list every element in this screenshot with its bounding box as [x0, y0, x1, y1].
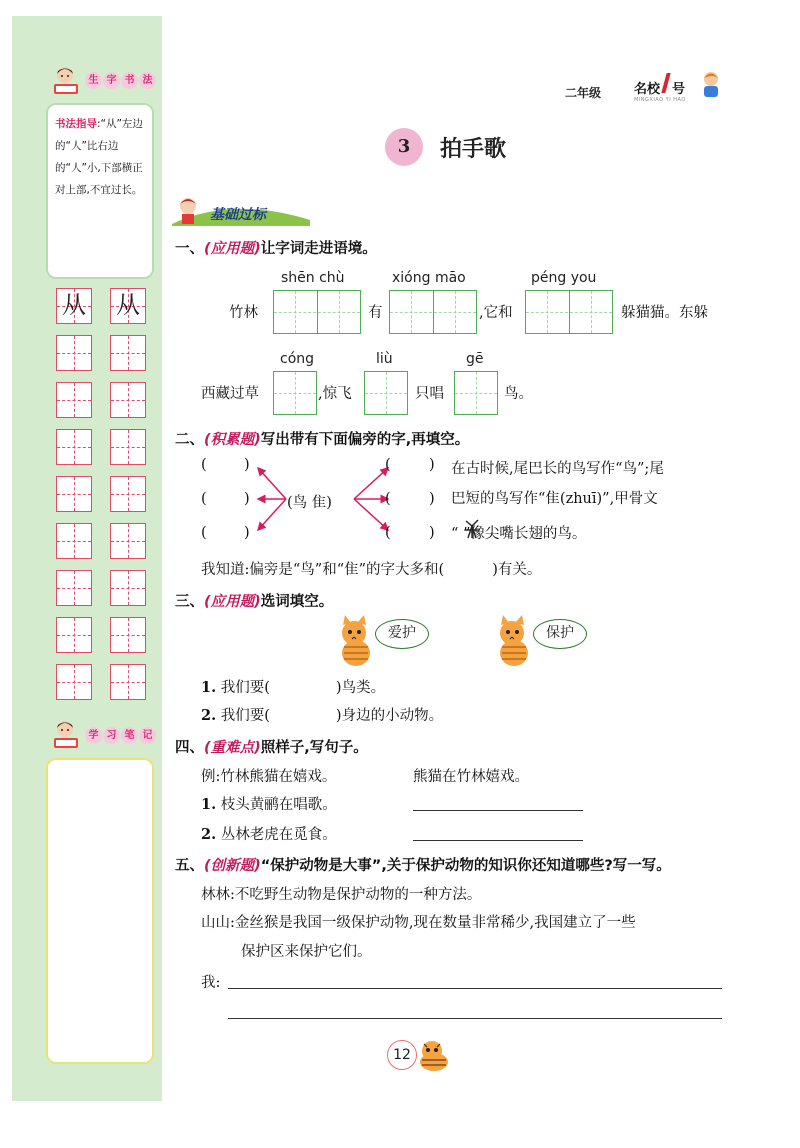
practice-cell[interactable] [56, 429, 92, 465]
blank[interactable] [212, 526, 242, 544]
notes-area[interactable] [46, 758, 154, 1064]
paren-open: ( [201, 491, 207, 507]
tip-label: 书法指导 [55, 118, 97, 130]
paren-close: ) [429, 525, 435, 541]
shanshan-text: 保护区来保护它们。 [241, 944, 372, 960]
calligraphy-title-char: 字 [103, 72, 120, 89]
blank[interactable] [212, 492, 242, 510]
q1-instruction: 让字词走进语境。 [260, 241, 377, 257]
item-text: 丛林老虎在觅食。 [220, 827, 337, 843]
item-number: 1. [201, 796, 217, 813]
sentence-text: ,它和 [479, 305, 513, 321]
sentence-text: 躲猫猫。东躲 [621, 305, 708, 321]
grade-label: 二年级 [565, 86, 602, 100]
q2-tag: (积累题) [204, 432, 261, 448]
practice-grid [56, 288, 150, 708]
calligraphy-title [85, 72, 156, 89]
q3-instruction: 选词填空。 [260, 594, 334, 610]
notes-title-char: 笔 [121, 727, 138, 744]
blank[interactable] [396, 492, 426, 510]
paren-close: ) [244, 457, 250, 473]
note-text: “ ”像尖嘴长翅的鸟。 [451, 526, 587, 542]
pinyin: cóng [280, 351, 315, 367]
example-rewritten: 熊猫在竹林嬉戏。 [413, 769, 529, 785]
answer-line[interactable] [413, 840, 583, 841]
calligraphy-title-char: 法 [139, 72, 156, 89]
note-text: 巴短的鸟写作“隹(zhuī)”,甲骨文 [451, 491, 658, 507]
q2-conclusion [201, 558, 541, 579]
example-original: 例:竹林熊猫在嬉戏。 [201, 769, 337, 785]
q5-heading [175, 854, 671, 875]
answer-box-1[interactable] [454, 371, 498, 415]
paren-close: ) [244, 525, 250, 541]
item-number: 2. [201, 826, 217, 843]
q2-instruction: 写出带有下面偏旁的字,再填空。 [260, 432, 470, 448]
q3-item [201, 676, 385, 697]
blank[interactable] [396, 526, 426, 544]
q4-number: 四、 [175, 740, 204, 756]
q5-instruction: “保护动物是大事”,关于保护动物的知识你还知道哪些?写一写。 [260, 858, 671, 874]
cat-icon [492, 615, 538, 667]
pinyin: péng you [531, 270, 597, 286]
q4-item [201, 793, 337, 814]
practice-cell[interactable] [56, 382, 92, 418]
conclusion-text: 我知道:偏旁是“鸟”和“隹”的字大多和( [201, 562, 445, 578]
conclusion-text: )有关。 [492, 562, 542, 578]
pinyin: gē [466, 351, 484, 367]
sentence-text: 只唱 [415, 386, 444, 402]
practice-cell[interactable] [110, 382, 146, 418]
q3-item [201, 704, 443, 725]
section-banner: 基础过标 [210, 207, 266, 223]
answer-box-2[interactable] [389, 290, 477, 334]
q5-tag: (创新题) [204, 858, 261, 874]
sentence-text: 竹林 [229, 305, 258, 321]
q3-heading [175, 590, 333, 611]
blank[interactable] [396, 458, 426, 476]
practice-cell[interactable] [110, 335, 146, 371]
practice-cell[interactable] [110, 617, 146, 653]
lesson-title: 拍手歌 [440, 136, 507, 162]
cat-icon [334, 615, 380, 667]
practice-cell[interactable] [110, 476, 146, 512]
q1-tag: (应用题) [204, 241, 261, 257]
page-number: 12 [387, 1040, 417, 1070]
lesson-number: 3 [385, 128, 423, 166]
paren-close: ) [429, 457, 435, 473]
shanshan-text: 山山:金丝猴是我国一级保护动物,现在数量非常稀少,我国建立了一些 [201, 915, 636, 931]
word-option-aihu: 爱护 [375, 619, 429, 649]
notes-title [85, 727, 156, 744]
q5-number: 五、 [175, 858, 204, 874]
practice-cell[interactable] [56, 288, 92, 324]
tip-text: :“从”左边的“人”比右边的“人”小,下部横正对上部,不宜过长。 [55, 118, 143, 196]
item-text: 枝头黄鹂在唱歌。 [220, 797, 337, 813]
word-option-baohu: 保护 [533, 619, 587, 649]
paren-open: ( [201, 457, 207, 473]
practice-cell[interactable] [56, 523, 92, 559]
practice-cell[interactable] [110, 429, 146, 465]
calligraphy-title-char: 书 [121, 72, 138, 89]
radicals-center: (鸟 隹) [287, 495, 332, 511]
practice-cell[interactable] [110, 570, 146, 606]
q1-heading [175, 237, 377, 258]
practice-cell[interactable] [56, 335, 92, 371]
reading-kid-icon [50, 64, 84, 98]
note-text: 在古时候,尾巴长的鸟写作“鸟”;尾 [451, 461, 664, 477]
pinyin: shēn chù [281, 270, 345, 286]
answer-line[interactable] [228, 988, 722, 989]
notes-title-char: 学 [85, 727, 102, 744]
practice-cell[interactable] [110, 523, 146, 559]
q4-instruction: 照样子,写句子。 [260, 740, 368, 756]
q3-number: 三、 [175, 594, 204, 610]
answer-box-1[interactable] [364, 371, 408, 415]
tiger-mascot-icon [416, 1038, 452, 1072]
answer-line[interactable] [413, 810, 583, 811]
paren-open: ( [385, 491, 391, 507]
practice-cell[interactable] [56, 664, 92, 700]
notes-title-char: 习 [103, 727, 120, 744]
q1-number: 一、 [175, 241, 204, 257]
sentence-text: 西藏过草 [201, 386, 259, 402]
sentence-text: ,惊飞 [318, 386, 352, 402]
paren-open: ( [385, 457, 391, 473]
answer-box-2[interactable] [273, 290, 361, 334]
blank[interactable] [212, 458, 242, 476]
item-number: 2. [201, 707, 217, 724]
brand-text: 名校 [634, 82, 661, 97]
paren-close: ) [244, 491, 250, 507]
item-number: 1. [201, 679, 217, 696]
q4-tag: (重难点) [204, 740, 261, 756]
item-text: )身边的小动物。 [335, 708, 444, 724]
item-text: 我们要( [220, 680, 270, 696]
q3-tag: (应用题) [204, 594, 261, 610]
sentence-text: 有 [368, 305, 383, 321]
pinyin: xióng māo [392, 270, 466, 286]
item-text: )鸟类。 [335, 680, 386, 696]
reading-kid-icon [50, 718, 84, 752]
brand-text: 号 [672, 82, 686, 97]
brand-subtitle: MINGXIAO YI HAO [634, 97, 686, 103]
q4-item [201, 823, 337, 844]
q2-number: 二、 [175, 432, 204, 448]
linlin-text: 林林:不吃野生动物是保护动物的一种方法。 [201, 887, 482, 903]
practice-cell[interactable] [56, 570, 92, 606]
q4-heading [175, 736, 368, 757]
model-char: 从 [116, 291, 140, 319]
q2-heading [175, 428, 469, 449]
answer-line[interactable] [228, 1018, 722, 1019]
practice-cell[interactable] [56, 476, 92, 512]
model-char: 从 [62, 291, 86, 319]
practice-cell[interactable] [110, 288, 146, 324]
item-text: 我们要( [220, 708, 270, 724]
paren-open: ( [201, 525, 207, 541]
answer-box-2[interactable] [525, 290, 613, 334]
notes-title-char: 记 [139, 727, 156, 744]
paren-close: ) [429, 491, 435, 507]
mascot-icon [699, 70, 723, 98]
oracle-bird-glyph [462, 518, 482, 540]
brand-slash [661, 73, 670, 93]
answer-box-1[interactable] [273, 371, 317, 415]
pinyin: liù [376, 351, 393, 367]
paren-open: ( [385, 525, 391, 541]
calligraphy-title-char: 生 [85, 72, 102, 89]
calligraphy-tip [46, 103, 154, 279]
practice-cell[interactable] [56, 617, 92, 653]
me-label: 我: [201, 975, 221, 991]
practice-cell[interactable] [110, 664, 146, 700]
sentence-text: 鸟。 [504, 386, 533, 402]
